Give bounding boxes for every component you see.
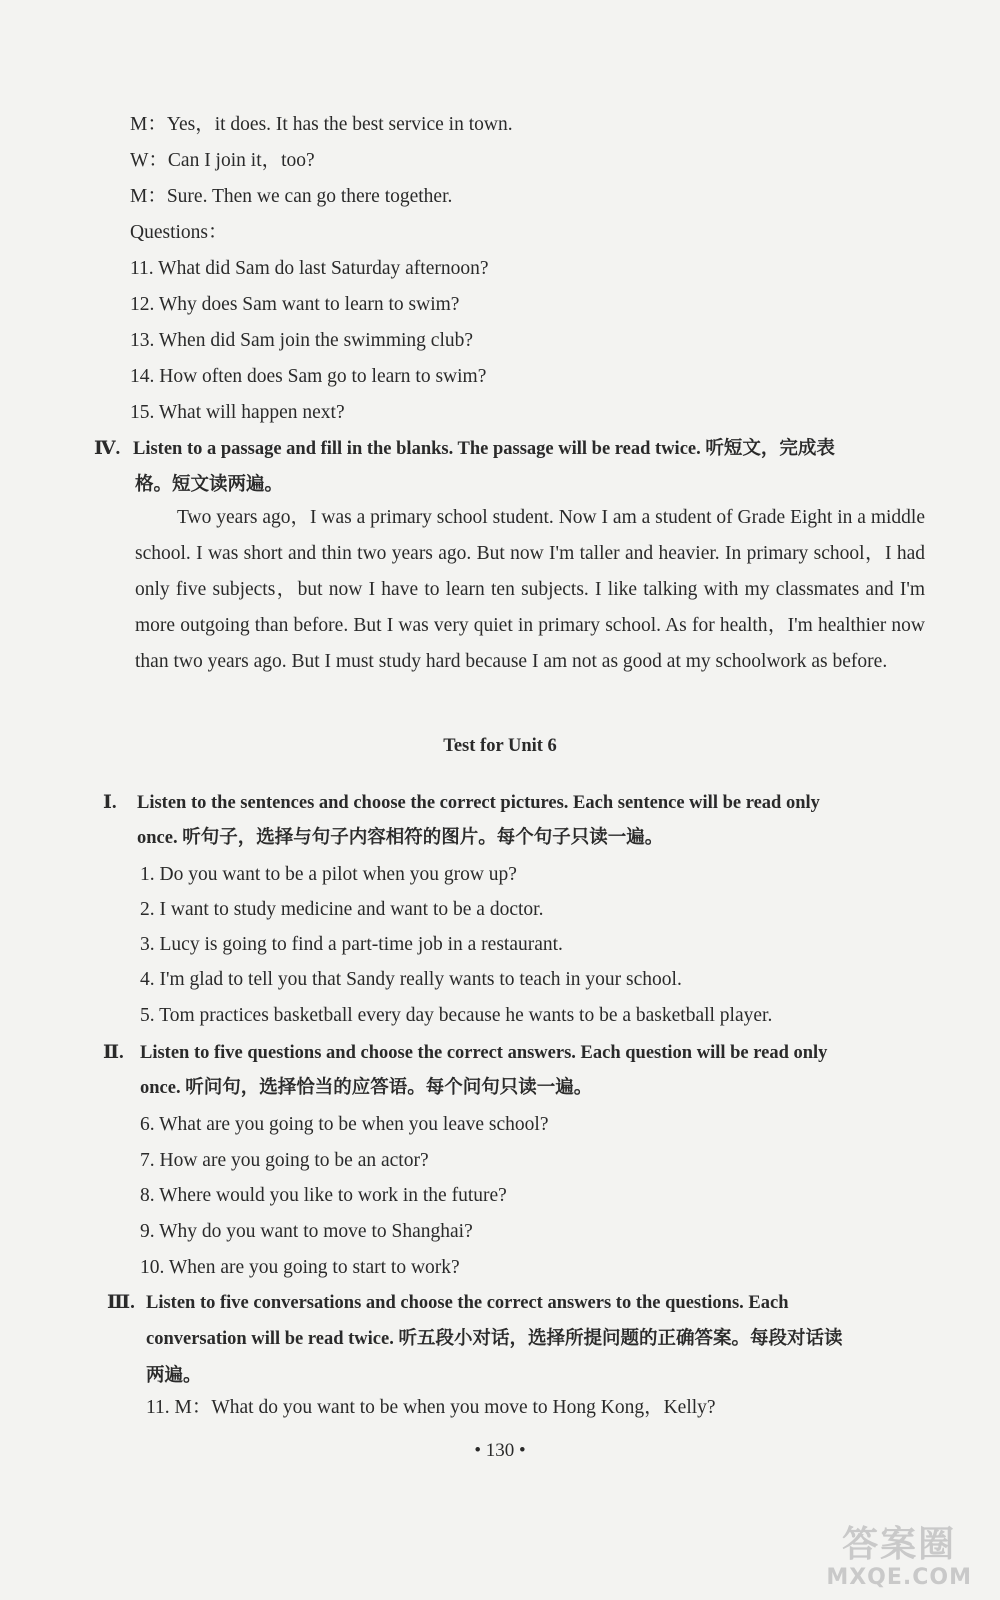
list-item: 4. I'm glad to tell you that Sandy really wants to teach in your school. <box>140 969 682 990</box>
dialogue-line: M：Sure. Then we can go there together. <box>130 186 453 207</box>
section-instruction: once. 听问句，选择恰当的应答语。每个问句只读一遍。 <box>140 1078 593 1098</box>
section-instruction: Listen to five questions and choose the correct answers. Each question will be read only <box>140 1043 828 1063</box>
questions-label: Questions： <box>130 222 228 243</box>
list-item: 2. I want to study medicine and want to be a doctor. <box>140 899 544 920</box>
list-item: 1. Do you want to be a pilot when you grow up? <box>140 864 517 885</box>
list-item: 11. M：What do you want to be when you move to Hong Kong，Kelly? <box>146 1397 716 1418</box>
watermark-url: MXQE.COM <box>826 1565 972 1590</box>
section-number: Ⅱ. <box>103 1042 124 1063</box>
watermark-logo <box>826 1525 972 1590</box>
section-instruction: 两遍。 <box>146 1366 202 1386</box>
section-instruction: once. 听句子，选择与句子内容相符的图片。每个句子只读一遍。 <box>137 828 664 848</box>
question-item: 14. How often does Sam go to learn to swim? <box>130 366 487 387</box>
list-item: 3. Lucy is going to find a part-time job in a restaurant. <box>140 934 563 955</box>
dialogue-line: W：Can I join it，too? <box>130 150 315 171</box>
question-item: 11. What did Sam do last Saturday afternoon? <box>130 258 489 279</box>
list-item: 9. Why do you want to move to Shanghai? <box>140 1221 473 1242</box>
section-number: Ⅳ. <box>94 438 121 459</box>
list-item: 6. What are you going to be when you leave school? <box>140 1114 549 1135</box>
list-item: 10. When are you going to start to work? <box>140 1257 460 1278</box>
section-number: Ⅲ. <box>107 1292 135 1313</box>
test-title: Test for Unit 6 <box>443 736 557 756</box>
list-item: 7. How are you going to be an actor? <box>140 1150 429 1171</box>
list-item: 8. Where would you like to work in the future? <box>140 1185 507 1206</box>
passage-text: Two years ago，I was a primary school student. Now I am a student of Grade Eight in a middle school. I was short and thin two years ago. But now I'm taller and heavier. In primary school，I had only five subjects，but now I have to learn ten subjects. I like talking with my classmates and I'm more outgoing than before. But I was very quiet in primary school. As for health，I'm healthier now than two years ago. But I must study hard because I am not as good at my schoolwork as before. <box>135 507 925 672</box>
section-instruction: Listen to the sentences and choose the correct pictures. Each sentence will be read only <box>137 793 820 813</box>
question-item: 15. What will happen next? <box>130 402 345 423</box>
list-item: 5. Tom practices basketball every day because he wants to be a basketball player. <box>140 1005 773 1026</box>
section-instruction: conversation will be read twice. 听五段小对话，选择所提问题的正确答案。每段对话读 <box>146 1329 843 1349</box>
section-number: Ⅰ. <box>103 792 117 813</box>
page-number: • 130 • <box>474 1440 526 1461</box>
question-item: 13. When did Sam join the swimming club? <box>130 330 474 351</box>
section-instruction: Listen to a passage and fill in the blanks. The passage will be read twice. 听短文，完成表 <box>133 439 835 459</box>
dialogue-line: M：Yes，it does. It has the best service in town. <box>130 114 513 135</box>
question-item: 12. Why does Sam want to learn to swim? <box>130 294 460 315</box>
watermark-text: 答案圈 <box>842 1524 957 1565</box>
section-instruction: Listen to five conversations and choose the correct answers to the questions. Each <box>146 1293 789 1313</box>
section-instruction: 格。短文读两遍。 <box>135 475 284 495</box>
